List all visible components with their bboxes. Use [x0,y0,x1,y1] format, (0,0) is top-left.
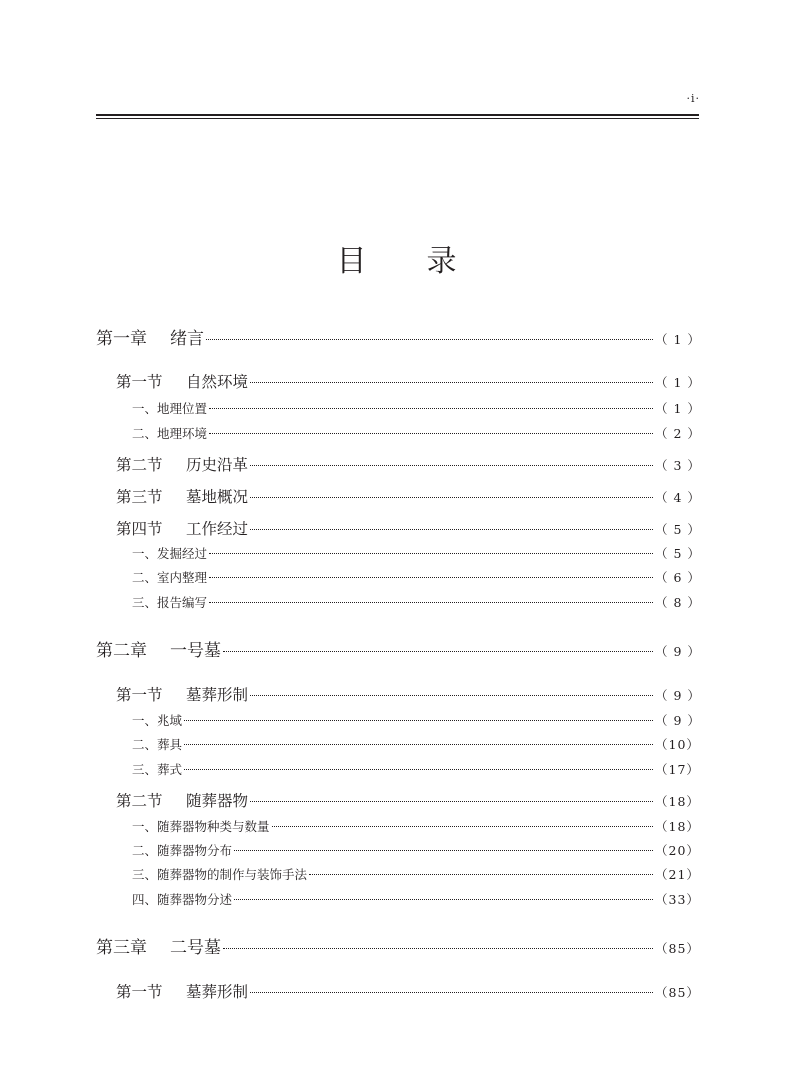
header-rule-thick [96,114,699,116]
toc-entry-section [116,485,699,507]
toc-entry-page: （ 4 ） [655,490,701,505]
toc-leader-dots [234,850,653,851]
toc-entry-page: （85） [655,941,700,956]
toc-entry-title: 二、葬具 [132,737,183,752]
toc-entry-page: （17） [655,762,700,777]
toc-leader-dots [234,899,653,900]
toc-entry-title: 历史沿革 [186,456,249,474]
toc-entry-label [116,453,248,475]
toc-entry-sub [132,865,699,883]
toc-entry-label [116,485,248,507]
toc-entry-sub [132,890,699,908]
toc-entry-title: 一、兆域 [132,713,183,728]
toc-leader-dots [209,433,653,434]
toc-entry-section [116,980,699,1002]
toc-entry-label [132,399,207,417]
toc-entry-title: 三、随葬器物的制作与装饰手法 [132,867,308,882]
toc-entry-sub [132,593,699,611]
toc-entry-chapter [96,636,699,661]
toc-leader-dots [250,497,653,498]
toc-entry-page: （ 6 ） [655,570,701,585]
toc-entry-label [116,370,248,392]
toc-leader-dots [209,553,653,554]
toc-entry-label [132,593,207,611]
toc-leader-dots [250,382,653,383]
toc-entry-label [132,544,207,562]
page-folio: ·i· [686,92,700,105]
toc-entry-page: （ 8 ） [655,595,701,610]
toc-entry-number: 第四节 [116,520,163,538]
toc-entry-title: 二、随葬器物分布 [132,843,233,858]
toc-entry-sub [132,424,699,442]
toc-entry-label [132,735,182,753]
toc-entry-page: （18） [655,794,700,809]
toc-entry-label [116,517,248,539]
toc-leader-dots [209,602,653,603]
toc-leader-dots [250,465,653,466]
toc-entry-number: 第三节 [116,488,163,506]
toc-entry-title: 一、地理位置 [132,401,208,416]
toc-entry-page: （ 1 ） [655,332,701,347]
toc-leader-dots [250,992,653,993]
toc-entry-page: （ 9 ） [655,644,701,659]
toc-entry-label [132,817,270,835]
toc-entry-title: 二、室内整理 [132,570,208,585]
toc-entry-title: 一、发掘经过 [132,546,208,561]
toc-entry-title: 一、随葬器物种类与数量 [132,819,270,834]
toc-entry-number: 第二节 [116,456,163,474]
toc-leader-dots [250,529,653,530]
toc-entry-title: 自然环境 [186,373,249,391]
toc-entry-section [116,370,699,392]
toc-leader-dots [184,744,653,745]
toc-entry-label [132,841,232,859]
toc-entry-number: 第一节 [116,373,163,391]
toc-entry-section [116,453,699,475]
toc-entry-label [132,890,232,908]
toc-entry-title: 随葬器物 [186,792,249,810]
title-char-right: 录 [426,244,457,279]
toc-entry-page: （21） [655,867,700,882]
toc-entry-label [116,980,248,1002]
toc-leader-dots [223,948,653,949]
toc-entry-title: 四、随葬器物分述 [132,892,233,907]
toc-leader-dots [272,826,653,827]
toc-leader-dots [250,801,653,802]
toc-entry-chapter [96,324,699,349]
toc-leader-dots [250,695,653,696]
toc-entry-title: 三、葬式 [132,762,183,777]
toc-entry-page: （ 9 ） [655,688,701,703]
toc-entry-sub [132,711,699,729]
toc-entry-sub [132,735,699,753]
toc-entry-label [116,683,248,705]
toc-entry-page: （ 5 ） [655,522,701,537]
toc-entry-title: 一号墓 [170,641,221,661]
toc-entry-section [116,789,699,811]
toc-entry-number: 第二节 [116,792,163,810]
toc-entry-page: （20） [655,843,700,858]
toc-entry-number: 第一章 [96,329,147,349]
toc-entry-page: （ 9 ） [655,713,701,728]
toc-entry-label [132,424,207,442]
toc-entry-sub [132,544,699,562]
header-rule-thin [96,118,699,119]
toc-entry-sub [132,760,699,778]
toc-leader-dots [184,720,653,721]
toc-entry-title: 二、地理环境 [132,426,208,441]
toc-entry-page: （85） [655,985,700,1000]
toc-entry-label [132,568,207,586]
toc-entry-sub [132,568,699,586]
page-title [0,236,793,280]
toc-leader-dots [309,874,653,875]
toc-entry-sub [132,841,699,859]
toc-entry-page: （ 2 ） [655,426,701,441]
toc-entry-chapter [96,933,699,958]
toc-entry-section [116,517,699,539]
toc-entry-page: （ 3 ） [655,458,701,473]
toc-leader-dots [206,339,653,340]
toc-entry-sub [132,399,699,417]
title-char-left: 目 [336,244,367,279]
toc-entry-title: 墓葬形制 [186,983,249,1001]
toc-entry-title: 墓地概况 [186,488,249,506]
toc-entry-title: 三、报告编写 [132,595,208,610]
toc-entry-section [116,683,699,705]
toc-entry-page: （18） [655,819,700,834]
toc-entry-label [116,789,248,811]
toc-entry-label [96,324,204,349]
toc-entry-label [96,933,221,958]
toc-entry-title: 墓葬形制 [186,686,249,704]
toc-entry-label [132,865,307,883]
toc-entry-number: 第一节 [116,686,163,704]
toc-entry-number: 第二章 [96,641,147,661]
toc-entry-sub [132,817,699,835]
toc-leader-dots [184,769,653,770]
toc-entry-label [132,711,182,729]
toc-entry-page: （33） [655,892,700,907]
toc-entry-title: 二号墓 [170,938,221,958]
toc-entry-page: （10） [655,737,700,752]
toc-leader-dots [209,577,653,578]
toc-entry-page: （ 1 ） [655,401,701,416]
toc-entry-title: 绪言 [170,329,204,349]
toc-entry-page: （ 5 ） [655,546,701,561]
toc-entry-number: 第一节 [116,983,163,1001]
toc-entry-title: 工作经过 [186,520,249,538]
toc-entry-page: （ 1 ） [655,375,701,390]
toc-leader-dots [209,408,653,409]
toc-leader-dots [223,651,653,652]
toc-entry-label [96,636,221,661]
toc-entry-number: 第三章 [96,938,147,958]
toc-entry-label [132,760,182,778]
